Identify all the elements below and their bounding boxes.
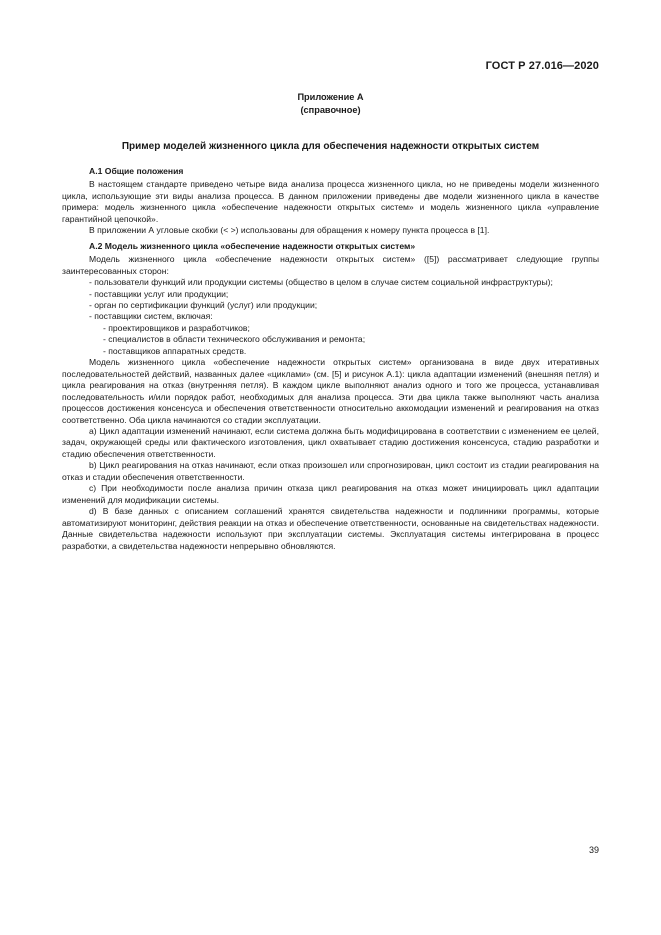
paragraph: В приложении А угловые скобки (< >) использованы для обращения к номеру пункта процесса в [1].	[89, 225, 490, 236]
list-item: - специалистов в области технического обслуживания и ремонта;	[103, 334, 366, 345]
paragraph: а) Цикл адаптации изменений начинают, если система должна быть модифицирована в соответствии с изменением ее целей, задач, окружающей среды или фактического изготовления, цикл охватывает стадию достижения консенсуса, стадию разработки и стадию обеспечения ответственности.	[62, 425, 599, 459]
annex-heading	[0, 91, 661, 116]
list-item: - пользователи функций или продукции системы (общество в целом в случае систем социальной инфраструктуры);	[89, 277, 553, 288]
stakeholder-list	[62, 277, 599, 323]
section-heading-a1: А.1 Общие положения	[89, 166, 184, 176]
list-item: - проектировщиков и разработчиков;	[103, 322, 250, 333]
page-number: 39	[588, 845, 599, 855]
section-heading-a2: А.2 Модель жизненного цикла «обеспечение надежности открытых систем»	[89, 240, 416, 251]
list-item: - поставщиков аппаратных средств.	[103, 345, 247, 356]
paragraph: b) Цикл реагирования на отказ начинают, если отказ произошел или спрогнозирован, цикл состоит из стадии реагирования на отказ и стадии обеспечения ответственности.	[62, 460, 599, 482]
list-item: - поставщики систем, включая:	[89, 311, 213, 322]
paragraph: c) При необходимости после анализа причин отказа цикл реагирования на отказ может инициировать цикл адаптации изменений для модификации системы.	[62, 483, 599, 505]
supplier-sublist	[62, 323, 599, 357]
list-item: - поставщики услуг или продукции;	[89, 288, 229, 299]
paragraph: Модель жизненного цикла «обеспечение надежности открытых систем» ([5]) рассматривает следующие группы заинтересованных сторон:	[62, 254, 599, 276]
document-body	[62, 166, 599, 552]
annex-type: (справочное)	[300, 104, 361, 115]
paragraph: Модель жизненного цикла «обеспечение надежности открытых систем» организована в виде двух итеративных последовательностей действий, названных далее «циклами» (см. [5] и рисунок А.1): цикла адаптации изменений (внешняя петля) и цикла реагирования на отказ (внутренняя петля). В каждом цикле выполняют анализ одного и того же процесса, устанавливая последовательность и/или порядок работ, необходимых для анализа процесса. Эти два цикла также выполняют часть анализа процессов достижения консенсуса и обеспечения ответственности относительно аккомодации изменений и реагирования на отказ соответственно. Оба цикла начинаются со стадии эксплуатации.	[62, 357, 599, 425]
annex-title: Приложение А	[297, 92, 364, 102]
paragraph: В настоящем стандарте приведено четыре вида анализа процесса жизненного цикла, но не приведены модели жизненного цикла, использующие эти виды анализа процесса. В данном приложении приведены две модели жизненного цикла в качестве примера: модель жизненного цикла «обеспечение надежности открытых систем» и модель жизненного цикла «управление гарантийной цепочкой».	[62, 179, 599, 224]
document-title: Пример моделей жизненного цикла для обеспечения надежности открытых систем	[121, 141, 540, 152]
list-item: - орган по сертификации функций (услуг) или продукции;	[89, 299, 318, 310]
paragraph: d) В базе данных с описанием соглашений хранятся свидетельства надежности и подлинники программы, которые автоматизируют мониторинг, действия реакции на отказ и обеспечение ответственности, основанные на свидетельствах надежности. Данные свидетельства надежности используют при эксплуатации системы. Эксплуатация системы интегрирована в процесс разработки, а свидетельства надежности непрерывно обновляются.	[62, 506, 599, 551]
standard-code: ГОСТ Р 27.016—2020	[485, 60, 599, 72]
